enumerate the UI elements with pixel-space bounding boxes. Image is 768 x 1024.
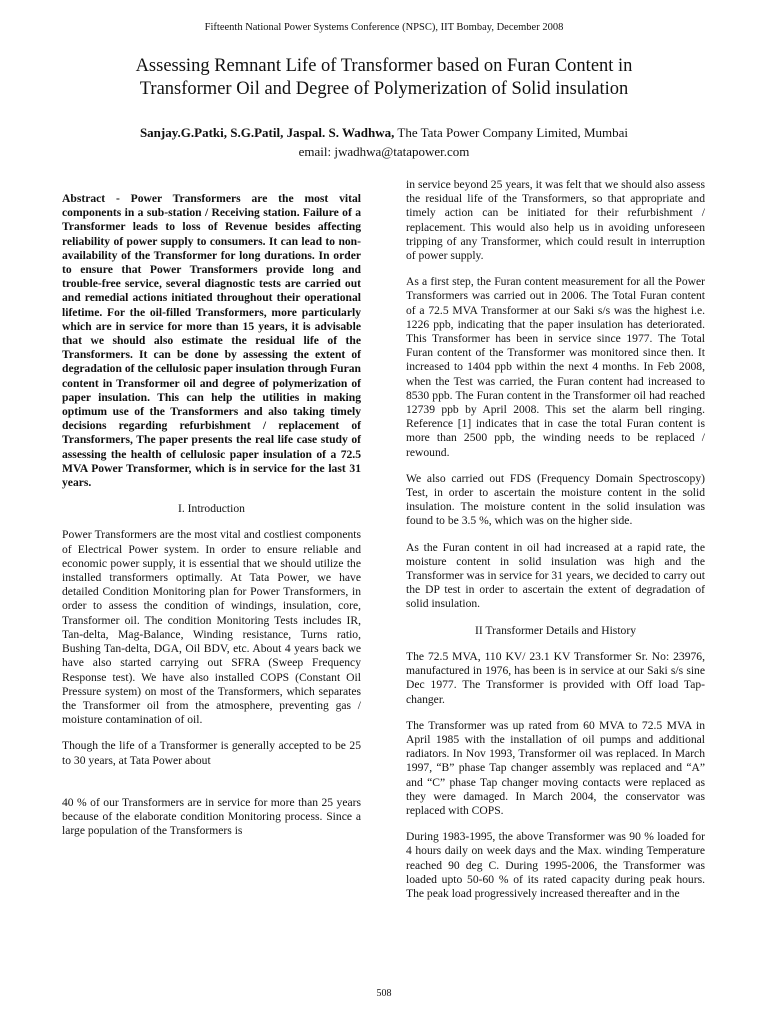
paragraph: During 1983-1995, the above Transformer was 90 % loaded for 4 hours daily on week days and the Max. winding Temperature reached 90 deg C. During 1995-2006, the Transformer was loaded upto 50-60 % of its rated capacity during peak hours. The peak load progressively increased thereafter and in the — [406, 830, 705, 900]
paragraph: in service beyond 25 years, it was felt that we should also assess the residual life of the Transformers, so that appropriate and timely action can be initiated for their refurbishment / replacement. This would also help us in avoiding unforeseen tripping of any Transformer, which could result in interruption of power supply. — [406, 178, 705, 263]
author-email: email: jwadhwa@tatapower.com — [298, 144, 470, 159]
title-line-1: Assessing Remnant Life of Transformer based on Furan Content in — [135, 56, 633, 76]
author-names: Sanjay.G.Patki, S.G.Patil, Jaspal. S. Wadhwa, — [139, 125, 395, 140]
page-number: 508 — [376, 988, 392, 999]
author-line — [0, 123, 768, 142]
paragraph: Power Transformers are the most vital and costliest components of Electrical Power system. In order to ensure reliable and economic power supply, it is essential that we should utilize the installed transformers optimally. At Tata Power, we have detailed Condition Monitoring plan for Power Transformers, in order to assess the condition of windings, insulation, core, Transformer oil. The condition Monitoring Tests includes IR, Tan-delta, Mag-Balance, Winding resistance, Turns ratio, Bushing Tan-delta, DGA, Oil BDV, etc. About 4 years back we have also started carrying out SFRA (Sweep Frequency Response test). We have also installed COPS (Constant Oil Pressure system) on most of the Transformers, which separates the Transformer oil from the atmosphere, preventing gas / moisture contamination of oil. — [62, 528, 361, 727]
paragraph: We also carried out FDS (Frequency Domain Spectroscopy) Test, in order to ascertain the moisture content in the solid insulation. The moisture content in the solid insulation was found to be 3.5 %, which was on the higher side. — [406, 471, 705, 528]
abstract: Abstract - Power Transformers are the most vital components in a sub-station / Receiving station. Failure of a Transformer leads to loss of Revenue besides affecting reliability of power supply to consumers. It can lead to non-availability of the Transformer for long durations. In order to ensure that Power Transformers provide long and trouble-free service, several diagnostic tests are carried out and remedial actions initiated throughout their operational lifetime. For the oil-filled Transformers, more particularly which are in service for more than 15 years, it is advisable that we should also estimate the residual life of the Transformers. It can be done by assessing the extent of degradation of the cellulosic paper insulation through Furan content in Transformer oil and degree of polymerization of paper insulation. This can help the utilities in making optimum use of the Transformers and also taking timely decisions regarding refurbishment / replacement of Transformers, The paper presents the real life case study of assessing the health of cellulosic paper insulation of a 72.5 MVA Power Transformer, which is in service for the last 31 years. — [62, 192, 361, 490]
conference-header: Fifteenth National Power Systems Conference (NPSC), IIT Bombay, December 2008 — [204, 22, 564, 33]
paragraph: As a first step, the Furan content measurement for all the Power Transformers was carried out in 2006. The Total Furan content of a 72.5 MVA Transformer at our Saki s/s was the highest i.e. 1226 ppb, indicating that the paper insulation has deteriorated. This Transformer has been in service since 1977. The Total Furan content of the Transformer was monitored since then. It increased to 1404 ppb within the next 4 months. In Feb 2008, when the Test was carried, the Furan content had increased to 8530 ppb. The Furan content in the Transformer oil had reached 12739 ppb by April 2008. This set the alarm bell ringing. Reference [1] indicates that in case the total Furan content is more than 2500 ppb, the winding needs to be replaced / rewound. — [406, 275, 705, 459]
section-heading-transformer-details: II Transformer Details and History — [475, 623, 636, 637]
section-heading-introduction: I. Introduction — [178, 502, 245, 516]
paragraph: The 72.5 MVA, 110 KV/ 23.1 KV Transformer Sr. No: 23976, manufactured in 1976, has been is in service at our Saki s/s sine Dec 1977. The Transformer is provided with Off load Tap-changer. — [406, 649, 705, 706]
paragraph: 40 % of our Transformers are in service for more than 25 years because of the elaborate condition Monitoring process. Since a large population of the Transformers is — [62, 795, 361, 838]
paragraph: The Transformer was up rated from 60 MVA to 72.5 MVA in April 1985 with the installation of oil pumps and additional radiators. In Nov 1993, Transformer oil was replaced. In March 1997, “B” phase Tap changer assembly was replaced and “A” and “C” phase Tap changer moving contacts were replaced as they were damaged. In March 2004, the conservator was replaced with COPS. — [406, 718, 705, 817]
author-affiliation: The Tata Power Company Limited, Mumbai — [394, 125, 629, 140]
title-line-2: Transformer Oil and Degree of Polymerization of Solid insulation — [139, 79, 629, 99]
paper-title — [0, 55, 768, 101]
author-block — [0, 123, 768, 161]
left-column — [62, 192, 361, 850]
right-column — [406, 178, 705, 913]
paragraph: Though the life of a Transformer is generally accepted to be 25 to 30 years, at Tata Power about — [62, 739, 361, 767]
paragraph: As the Furan content in oil had increased at a rapid rate, the moisture content in solid insulation was high and the Transformer was in service for 31 years, we decided to carry out the DP test in order to ascertain the extent of degradation of solid insulation. — [406, 540, 705, 611]
